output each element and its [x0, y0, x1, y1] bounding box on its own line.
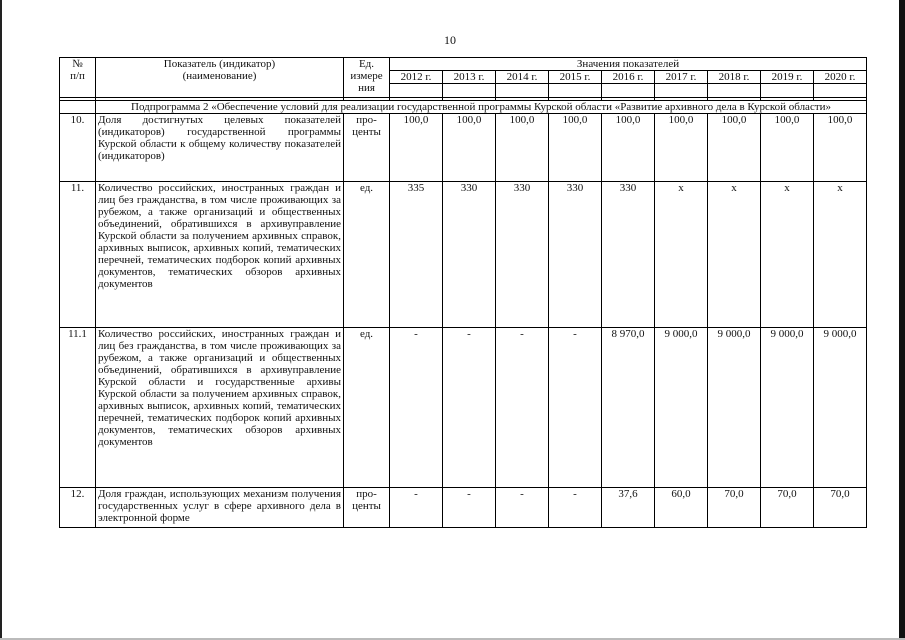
indicators-table	[59, 57, 867, 528]
row-value-2018: 100,0	[708, 114, 761, 182]
row-value-2015: -	[549, 488, 602, 528]
row-value-2014: 330	[496, 182, 549, 328]
row-value-2014: -	[496, 488, 549, 528]
row-value-2018: 70,0	[708, 488, 761, 528]
page-number: 10	[444, 33, 456, 47]
row-number: 11.1	[60, 328, 96, 488]
header-year-2018: 2018 г.	[708, 71, 761, 84]
row-value-2019: x	[761, 182, 814, 328]
row-unit: ед.	[344, 182, 390, 328]
row-unit: ед.	[344, 328, 390, 488]
header-unit: Ед. измере ния	[344, 58, 390, 98]
scan-edge-right	[899, 0, 905, 640]
row-value-2013: -	[443, 488, 496, 528]
row-value-2020: 70,0	[814, 488, 867, 528]
header-number: № п/п	[60, 58, 96, 98]
table-row	[60, 328, 867, 488]
row-value-2012: 335	[390, 182, 443, 328]
table-row	[60, 488, 867, 528]
header-year-2019: 2019 г.	[761, 71, 814, 84]
row-value-2017: 9 000,0	[655, 328, 708, 488]
row-unit: про- центы	[344, 488, 390, 528]
row-value-2020: x	[814, 182, 867, 328]
row-number: 10.	[60, 114, 96, 182]
row-value-2013: 330	[443, 182, 496, 328]
row-value-2020: 100,0	[814, 114, 867, 182]
row-value-2013: -	[443, 328, 496, 488]
row-value-2015: 330	[549, 182, 602, 328]
row-value-2014: 100,0	[496, 114, 549, 182]
table-row	[60, 182, 867, 328]
row-value-2014: -	[496, 328, 549, 488]
row-value-2016: 8 970,0	[602, 328, 655, 488]
row-indicator-name: Доля достигнутых целевых показателей (индикаторов) государственной программы Курской области к общему количеству показателей (индикаторов)	[96, 114, 344, 182]
row-value-2018: x	[708, 182, 761, 328]
row-value-2016: 330	[602, 182, 655, 328]
row-value-2016: 100,0	[602, 114, 655, 182]
row-indicator-name: Количество российских, иностранных граждан и лиц без гражданства, в том числе проживающих за рубежом, а также организаций и общественных объединений, обратившихся в архивуправление Курской области за получением архивных справок, архивных выписок, архивных копий, тематических перечней, тематических подборок копий архивных документов, тематических обзоров архивных документов	[96, 182, 344, 328]
table-row	[60, 114, 867, 182]
row-value-2016: 37,6	[602, 488, 655, 528]
row-value-2019: 70,0	[761, 488, 814, 528]
header-year-2015: 2015 г.	[549, 71, 602, 84]
header-year-2012: 2012 г.	[390, 71, 443, 84]
row-value-2015: -	[549, 328, 602, 488]
row-value-2019: 9 000,0	[761, 328, 814, 488]
row-value-2019: 100,0	[761, 114, 814, 182]
row-unit: про- центы	[344, 114, 390, 182]
header-year-2014: 2014 г.	[496, 71, 549, 84]
row-indicator-name: Доля граждан, использующих механизм получения государственных услуг в сфере архивного дела в электронной форме	[96, 488, 344, 528]
row-value-2020: 9 000,0	[814, 328, 867, 488]
header-indicator: Показатель (индикатор) (наименование)	[96, 58, 344, 98]
row-value-2017: x	[655, 182, 708, 328]
scan-edge-left	[0, 0, 2, 640]
header-year-2016: 2016 г.	[602, 71, 655, 84]
subprogram-title: Подпрограмма 2 «Обеспечение условий для реализации государственной программы Курской области «Развитие архивного дела в Курской области»	[96, 101, 867, 114]
row-value-2018: 9 000,0	[708, 328, 761, 488]
row-value-2012: 100,0	[390, 114, 443, 182]
header-year-2013: 2013 г.	[443, 71, 496, 84]
row-value-2015: 100,0	[549, 114, 602, 182]
row-number: 11.	[60, 182, 96, 328]
header-values: Значения показателей	[390, 58, 867, 71]
header-year-2017: 2017 г.	[655, 71, 708, 84]
row-value-2012: -	[390, 488, 443, 528]
subprogram-row	[60, 101, 867, 114]
row-indicator-name: Количество российских, иностранных граждан и лиц без гражданства, в том числе проживающих за рубежом, а также организаций и общественных объединений, обратившихся в архивуправление Курской области и государственные архивы Курской области за получением архивных справок, архивных выписок, архивных копий, тематических перечней, тематических подборок копий архивных документов, тематических обзоров архивных документов	[96, 328, 344, 488]
row-value-2017: 100,0	[655, 114, 708, 182]
header-year-2020: 2020 г.	[814, 71, 867, 84]
row-value-2017: 60,0	[655, 488, 708, 528]
row-number: 12.	[60, 488, 96, 528]
row-value-2013: 100,0	[443, 114, 496, 182]
row-value-2012: -	[390, 328, 443, 488]
